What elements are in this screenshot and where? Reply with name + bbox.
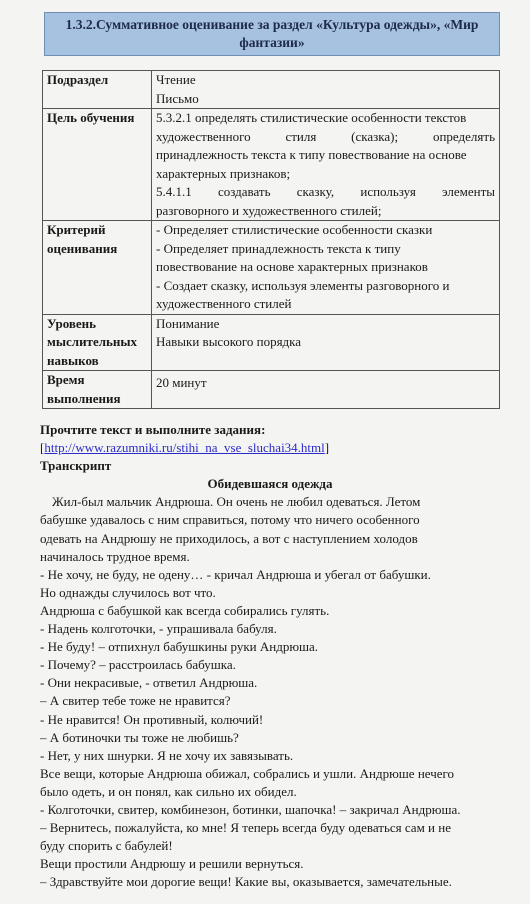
table-row-time (43, 371, 500, 409)
table-row-subsection (43, 71, 500, 109)
time-value (152, 371, 500, 409)
story-line: - Колготочки, свитер, комбинезон, ботинки, шапочка! – закричал Андрюша. (40, 801, 461, 817)
story-line: Андрюша с бабушкой как всегда собирались гулять. (40, 602, 330, 618)
level-value (152, 314, 500, 371)
story-line: - Не нравится! Он противный, колючий! (40, 711, 264, 727)
assessment-info-table (42, 70, 500, 409)
subsection-value-writing: Письмо (156, 90, 199, 106)
criteria-line: - Определяет стилистические особенности сказки (156, 222, 433, 237)
criteria-line: художественного стилей (156, 296, 292, 311)
story-line: - Не буду! – отпихнул бабушкины руки Андрюша. (40, 639, 319, 655)
transcript-label: Транскрипт (40, 458, 112, 474)
goal-line: художественного стиля (сказка); определять (156, 128, 495, 144)
goal-value (152, 109, 500, 221)
story-line: буду спорить с бабулей! (40, 838, 173, 854)
goal-label: Цель обучения (43, 109, 152, 221)
story-line: начиналось трудное время. (40, 548, 190, 564)
subsection-value (152, 71, 500, 109)
goal-line: 5.4.1.1 создавать сказку, используя элементы (156, 184, 495, 199)
story-line: Вещи простили Андрюшу и решили вернуться. (40, 856, 304, 872)
story-line: одевать на Андрюшу не приходилось, а вот с наступлением холодов (40, 530, 418, 546)
story-line: – Здравствуйте мои дорогие вещи! Какие вы, оказывается, замечательные. (40, 874, 452, 890)
goal-line: характерных признаков; (156, 165, 291, 181)
story-line: – Вернитесь, пожалуйста, ко мне! Я теперь всегда буду одеваться сам и не (40, 820, 451, 836)
criteria-line: - Определяет принадлежность текста к типу (156, 240, 401, 256)
table-row-criteria (43, 221, 500, 315)
document-body (40, 421, 500, 891)
level-label: Уровень мыслительных навыков (43, 314, 152, 371)
story-line: - Почему? – расстроилась бабушка. (40, 657, 236, 673)
story-line: - Надень колготочки, - упрашивала бабуля. (40, 621, 277, 637)
subsection-label: Подраздел (43, 71, 152, 109)
subsection-value-reading: Чтение (156, 72, 196, 87)
criteria-line: повествование на основе характерных признаков (156, 259, 428, 274)
story-line: – А свитер тебе тоже не нравится? (40, 693, 231, 709)
instruction-text: Прочтите текст и выполните задания: (40, 422, 266, 437)
source-link[interactable]: http://www.razumniki.ru/stihi_na_vse_sluchai34.html (44, 440, 325, 456)
story-line: - Не хочу, не буду, не одену… - кричал Андрюша и убегал от бабушки. (40, 566, 431, 582)
criteria-value (152, 221, 500, 315)
story-line: Все вещи, которые Андрюша обижал, собрались и ушли. Андрюше нечего (40, 765, 455, 781)
source-reference: [http://www.razumniki.ru/stihi_na_vse_sluchai34.html] (40, 440, 330, 456)
story-title: Обидевшаяся одежда (207, 476, 333, 492)
goal-line: 5.3.2.1 определять стилистические особенности текстов (156, 110, 467, 125)
story-line: – А ботиночки ты тоже не любишь? (40, 729, 239, 745)
section-header-title: 1.3.2.Суммативное оценивание за раздел «Культура одежды», «Мир фантазии» (65, 17, 479, 50)
criteria-label: Критерий оценивания (43, 221, 152, 315)
story-line: - Нет, у них шнурки. Я не хочу их завязывать. (40, 747, 294, 763)
story-line: Жил-был мальчик Андрюша. Он очень не любил одеваться. Летом (52, 494, 421, 510)
story-line: - Они некрасивые, - ответил Андрюша. (40, 675, 258, 691)
story-line: Но однажды случилось вот что. (40, 584, 216, 600)
level-value-higher-order: Навыки высокого порядка (156, 334, 302, 349)
table-row-level (43, 314, 500, 371)
goal-line: принадлежность текста к типу повествование на основе (156, 147, 467, 162)
level-value-understanding: Понимание (156, 315, 220, 331)
time-value-text: 20 минут (156, 375, 207, 390)
story-line: было одеть, и он понял, как сильно их обидел. (40, 783, 297, 799)
table-row-goal (43, 109, 500, 221)
criteria-line: - Создает сказку, используя элементы разговорного и (156, 277, 450, 293)
story-line: бабушке удавалось с ним справиться, потому что ничего особенного (40, 512, 420, 528)
goal-line: разговорного и художественного стилей; (156, 202, 382, 218)
section-header-banner (44, 12, 500, 56)
time-label: Время выполнения (43, 371, 152, 409)
